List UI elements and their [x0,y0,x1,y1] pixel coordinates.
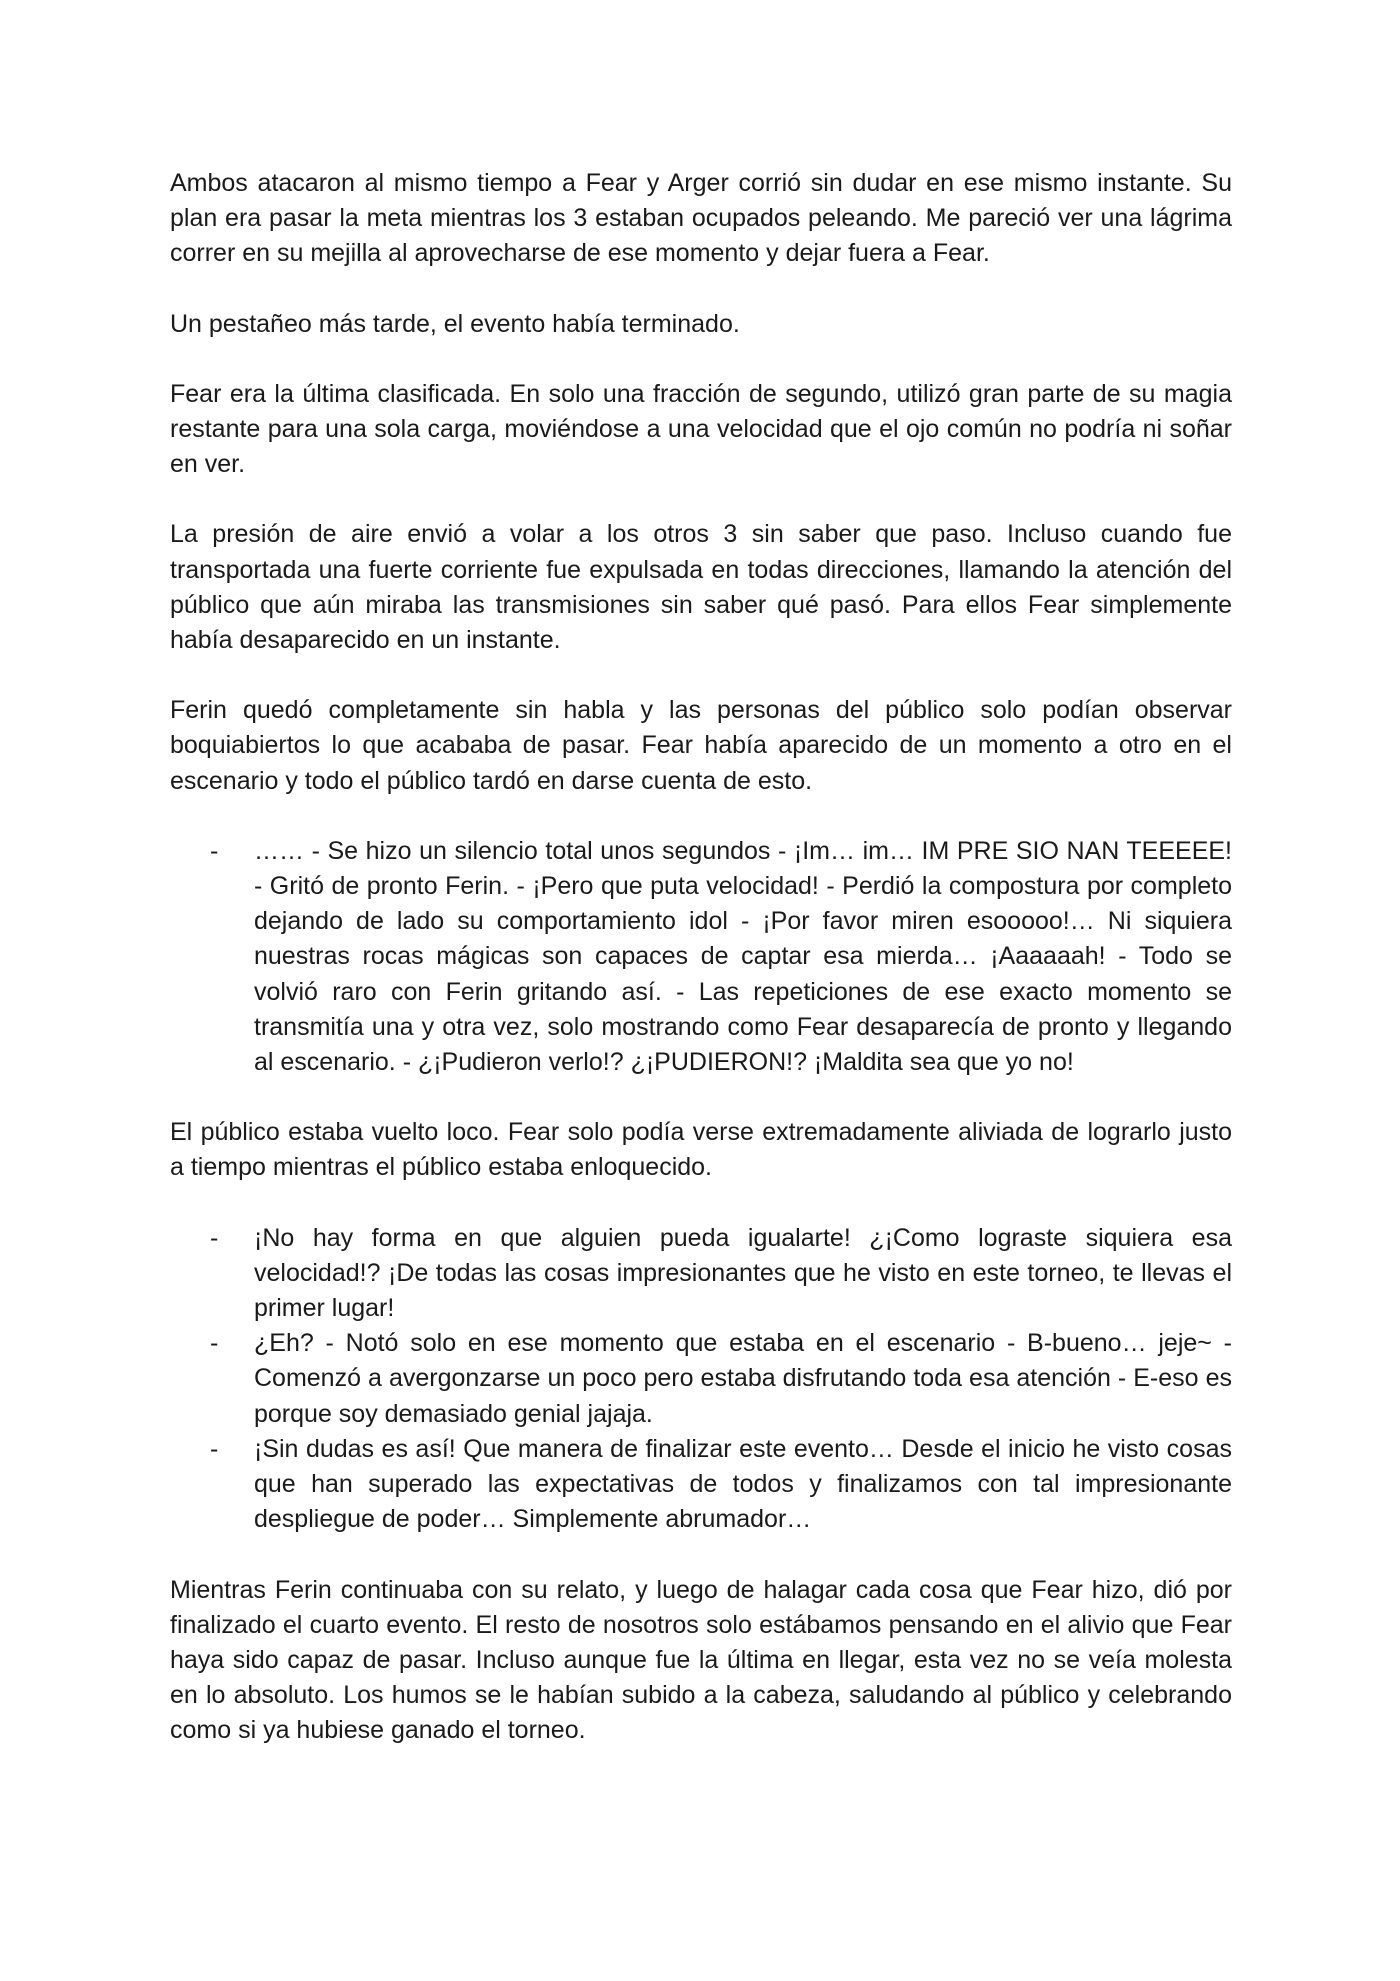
list-dash: - [210,1223,219,1252]
list-dash: - [210,836,219,865]
paragraph: El público estaba vuelto loco. Fear solo podía verse extremadamente aliviada de lograrlo justo a tiempo mientras el público estaba enloquecido. [170,1118,1232,1182]
paragraph: Un pestañeo más tarde, el evento había terminado. [170,309,740,338]
dialog-item [170,1432,1232,1538]
paragraph: Ferin quedó completamente sin habla y las personas del público solo podían observar boquiabiertos lo que acababa de pasar. Fear había aparecido de un momento a otro en el escenario y todo el público tardó en darse cuenta de esto. [170,696,1232,795]
dialog-text: ¡Sin dudas es así! Que manera de finalizar este evento… Desde el inicio he visto cosas que han superado las expectativas de todos y finalizamos con tal impresionante despliegue de poder… Simplemente abrumador… [254,1434,1232,1534]
dialog-text: ¡No hay forma en que alguien pueda igualarte! ¿¡Como lograste siquiera esa velocidad!? ¡De todas las cosas impresionantes que he visto en este torneo, te llevas el primer lugar! [254,1223,1232,1323]
paragraph: Mientras Ferin continuaba con su relato, y luego de halagar cada cosa que Fear hizo, dió por finalizado el cuarto evento. El resto de nosotros solo estábamos pensando en el alivio que Fear haya sido capaz de pasar. Incluso aunque fue la última en llegar, esta vez no se veía molesta en lo absoluto. Los humos se le habían subido a la cabeza, saludando al público y celebrando como si ya hubiese ganado el torneo. [170,1575,1232,1745]
paragraph: Fear era la última clasificada. En solo una fracción de segundo, utilizó gran parte de su magia restante para una sola carga, moviéndose a una velocidad que el ojo común no podría ni soñar en ver. [170,379,1232,479]
dialog-text: ¿Eh? - Notó solo en ese momento que estaba en el escenario - B-bueno… jeje~ - Comenzó a avergonzarse un poco pero estaba disfrutando toda esa atención - E-eso es porque soy demasiado genial jajaja. [254,1329,1232,1428]
dialog-item [170,1326,1232,1432]
dialog-text: …… - Se hizo un silencio total unos segundos - ¡Im… im… IM PRE SIO NAN TEEEEE! - Gritó de pronto Ferin. - ¡Pero que puta velocidad! - Perdió la compostura por completo dejando de lado su comportamiento idol - ¡Por favor miren esooooo!… Ni siquiera nuestras rocas mágicas son capaces de captar esa mierda… ¡Aaaaaah! - Todo se volvió raro con Ferin gritando así. - Las repeticiones de ese exacto momento se transmitía una y otra vez, solo mostrando como Fear desaparecía de pronto y llegando al escenario. - ¿¡Pudieron verlo!? ¿¡PUDIERON!? ¡Maldita sea que yo no! [254,836,1232,1077]
paragraph: Ambos atacaron al mismo tiempo a Fear y Arger corrió sin dudar en ese mismo instante. Su plan era pasar la meta mientras los 3 estaban ocupados peleando. Me pareció ver una lágrima correr en su mejilla al aprovecharse de ese momento y dejar fuera a Fear. [170,169,1232,268]
dialog-item [170,1221,1232,1327]
dialog-list [170,834,1232,1080]
list-dash: - [210,1434,219,1463]
document-body [170,166,1232,1784]
list-dash: - [210,1329,219,1358]
paragraph: La presión de aire envió a volar a los otros 3 sin saber que paso. Incluso cuando fue transportada una fuerte corriente fue expulsada en todas direcciones, llamando la atención del público que aún miraba las transmisiones sin saber qué pasó. Para ellos Fear simplemente había desaparecido en un instante. [170,520,1232,655]
dialog-list [170,1221,1232,1538]
dialog-item [170,834,1232,1080]
